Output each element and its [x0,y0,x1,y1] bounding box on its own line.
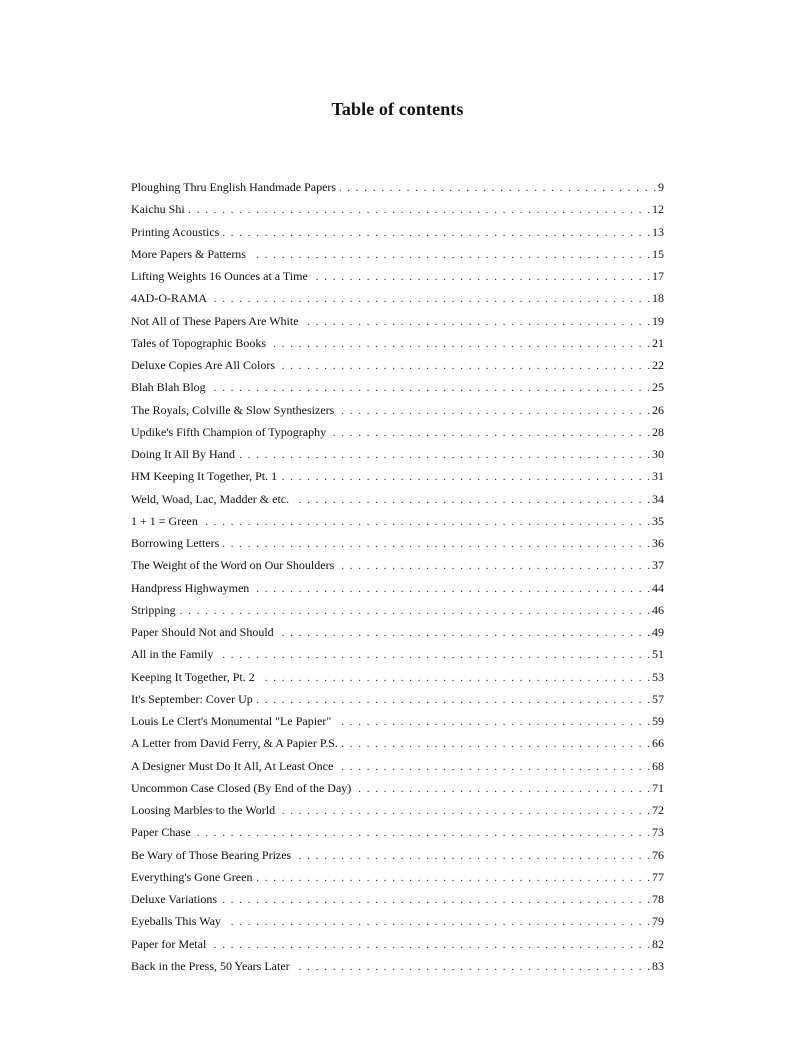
toc-entry-page-number: 15 [652,246,664,261]
toc-entry-title: It's September: Cover Up [131,691,253,706]
dot-leader [180,601,650,621]
dot-leader [225,912,650,932]
toc-entry-page-number: 46 [652,602,664,617]
toc-entry-page-number: 35 [652,513,664,528]
toc-entry[interactable] [131,511,664,533]
dot-leader [211,289,650,309]
dot-leader [257,690,650,710]
dot-leader [217,645,650,665]
toc-entry[interactable] [131,222,664,244]
toc-entry-page-number: 77 [652,869,664,884]
toc-entry[interactable] [131,333,664,355]
toc-entry[interactable] [131,934,664,956]
toc-entry-page-number: 66 [652,736,664,751]
dot-leader [223,223,650,243]
toc-entry-page-number: 72 [652,803,664,817]
toc-entry-page-number: 12 [652,202,664,217]
toc-entry[interactable] [131,644,664,666]
toc-entry[interactable] [131,555,664,577]
toc-entry-page-number: 73 [652,825,664,840]
toc-entry-title: Louis Le Clert's Monumental "Le Papier" [131,714,332,728]
toc-entry-page-number: 36 [652,536,664,550]
toc-entry-title: Kaichu Shi [131,202,185,217]
dot-leader [338,556,650,576]
toc-entry-title: A Letter from David Ferry, & A Papier P.S. [131,736,338,751]
toc-entry[interactable] [131,911,664,933]
toc-entry-page-number: 51 [652,647,664,662]
toc-entry[interactable] [131,533,664,555]
toc-entry[interactable] [131,800,664,822]
toc-entry-title: Keeping It Together, Pt. 2 [131,669,255,684]
toc-entry[interactable] [131,400,664,422]
dot-leader [250,245,650,265]
dot-leader [202,512,650,532]
dot-leader [189,200,650,220]
toc-entry-title: Handpress Highwaymen [131,580,250,595]
toc-entry-title: HM Keeping It Together, Pt. 1 [131,469,278,484]
toc-entry-title: Borrowing Letters [131,536,220,550]
toc-entry[interactable] [131,288,664,310]
dot-leader [293,490,650,510]
dot-leader [253,579,650,599]
toc-entry-title: Tales of Topographic Books [131,335,267,350]
toc-entry-page-number: 13 [652,224,664,239]
toc-entry-title: Back in the Press, 50 Years Later [131,958,290,973]
toc-entry[interactable] [131,422,664,444]
dot-leader [195,823,650,843]
toc-entry-page-number: 59 [652,714,664,728]
dot-leader [337,757,650,777]
dot-leader [294,957,650,977]
toc-entry[interactable] [131,956,664,978]
toc-entry-page-number: 30 [652,447,664,461]
dot-leader [221,890,650,910]
toc-entry-title: Ploughing Thru English Handmade Papers [131,180,337,194]
toc-entry[interactable] [131,377,664,399]
toc-entry[interactable] [131,733,664,755]
toc-entry-page-number: 22 [652,358,664,372]
toc-entry[interactable] [131,711,664,733]
toc-entry-page-number: 57 [652,691,664,706]
dot-leader [210,935,650,955]
dot-leader [259,668,650,688]
dot-leader [223,534,650,554]
toc-entry-title: Everything's Gone Green [131,869,253,884]
dot-leader [330,423,650,443]
dot-leader [338,401,650,421]
toc-entry-page-number: 44 [652,580,664,595]
toc-entry[interactable] [131,266,664,288]
dot-leader [210,378,650,398]
dot-leader [335,712,650,732]
toc-entry-page-number: 79 [652,914,664,929]
toc-entry-title: Stripping [131,602,176,617]
toc-entry-title: Paper Chase [131,825,191,840]
toc-entry-page-number: 26 [652,402,664,417]
toc-entry[interactable] [131,822,664,844]
toc-entry-page-number: 31 [652,469,664,484]
toc-entry-title: Loosing Marbles to the World [131,803,276,817]
toc-entry-title: Deluxe Variations [131,892,218,906]
dot-leader [281,467,650,487]
toc-entry-page-number: 53 [652,669,664,684]
dot-leader [256,868,650,888]
dot-leader [279,801,650,821]
dot-leader [340,178,656,198]
toc-entry-page-number: 71 [652,780,664,795]
toc-entry[interactable] [131,355,664,377]
toc-entry[interactable] [131,311,664,333]
toc-entry-page-number: 17 [652,269,664,283]
toc-entry-title: All in the Family [131,647,214,662]
toc-entry-page-number: 28 [652,424,664,439]
dot-leader [279,356,650,376]
toc-entry-page-number: 18 [652,291,664,306]
toc-entry-title: Updike's Fifth Champion of Typography [131,424,327,439]
toc-entry-title: Uncommon Case Closed (By End of the Day) [131,780,352,795]
toc-entry-page-number: 68 [652,758,664,773]
toc-entry-title: 1 + 1 = Green [131,513,198,528]
toc-entry-title: Printing Acoustics [131,224,220,239]
toc-entry[interactable] [131,244,664,266]
dot-leader [295,846,650,866]
toc-entry[interactable] [131,622,664,644]
dot-leader [355,779,650,799]
dot-leader [303,312,650,332]
toc-entry[interactable] [131,756,664,778]
toc-entry[interactable] [131,177,664,199]
table-of-contents-list [131,177,664,978]
toc-entry-title: More Papers & Patterns [131,246,246,261]
toc-entry-title: A Designer Must Do It All, At Least Once [131,758,334,773]
toc-entry[interactable] [131,867,664,889]
toc-entry-page-number: 34 [652,491,664,506]
toc-entry[interactable] [131,667,664,689]
dot-leader [312,267,650,287]
toc-entry-title: Blah Blah Blog [131,380,206,395]
toc-entry-title: Weld, Woad, Lac, Madder & etc. [131,491,290,506]
toc-entry[interactable] [131,466,664,488]
toc-entry[interactable] [131,845,664,867]
toc-entry-page-number: 21 [652,335,664,350]
toc-entry-page-number: 82 [652,936,664,951]
toc-entry-page-number: 76 [652,847,664,862]
toc-entry[interactable] [131,444,664,466]
toc-entry-page-number: 37 [652,558,664,573]
toc-entry-title: Lifting Weights 16 Ounces at a Time [131,269,308,283]
toc-entry-title: Doing It All By Hand [131,447,235,461]
page-title: Table of contents [331,99,464,119]
toc-entry[interactable] [131,600,664,622]
toc-entry-title: Deluxe Copies Are All Colors [131,358,275,372]
dot-leader [278,623,650,643]
toc-entry-title: Be Wary of Those Bearing Prizes [131,847,292,862]
toc-entry-page-number: 19 [652,313,664,328]
toc-entry-page-number: 78 [652,892,664,906]
toc-entry-title: Not All of These Papers Are White [131,313,299,328]
dot-leader [270,334,650,354]
dot-leader [239,445,650,465]
toc-entry[interactable] [131,689,664,711]
toc-entry-title: The Weight of the Word on Our Shoulders [131,558,335,573]
toc-entry[interactable] [131,778,664,800]
toc-entry-title: Paper for Metal [131,936,207,951]
toc-entry[interactable] [131,578,664,600]
toc-entry-title: 4AD-O-RAMA [131,291,207,306]
toc-entry-page-number: 83 [652,958,664,973]
dot-leader [342,734,650,754]
toc-entry[interactable] [131,889,664,911]
toc-entry-title: Eyeballs This Way [131,914,221,929]
toc-entry[interactable] [131,199,664,221]
toc-entry-page-number: 25 [652,380,664,395]
toc-entry[interactable] [131,489,664,511]
toc-entry-title: Paper Should Not and Should [131,625,274,639]
toc-entry-page-number: 49 [652,625,664,639]
toc-entry-page-number: 9 [658,180,664,194]
toc-entry-title: The Royals, Colville & Slow Synthesizers [131,402,335,417]
